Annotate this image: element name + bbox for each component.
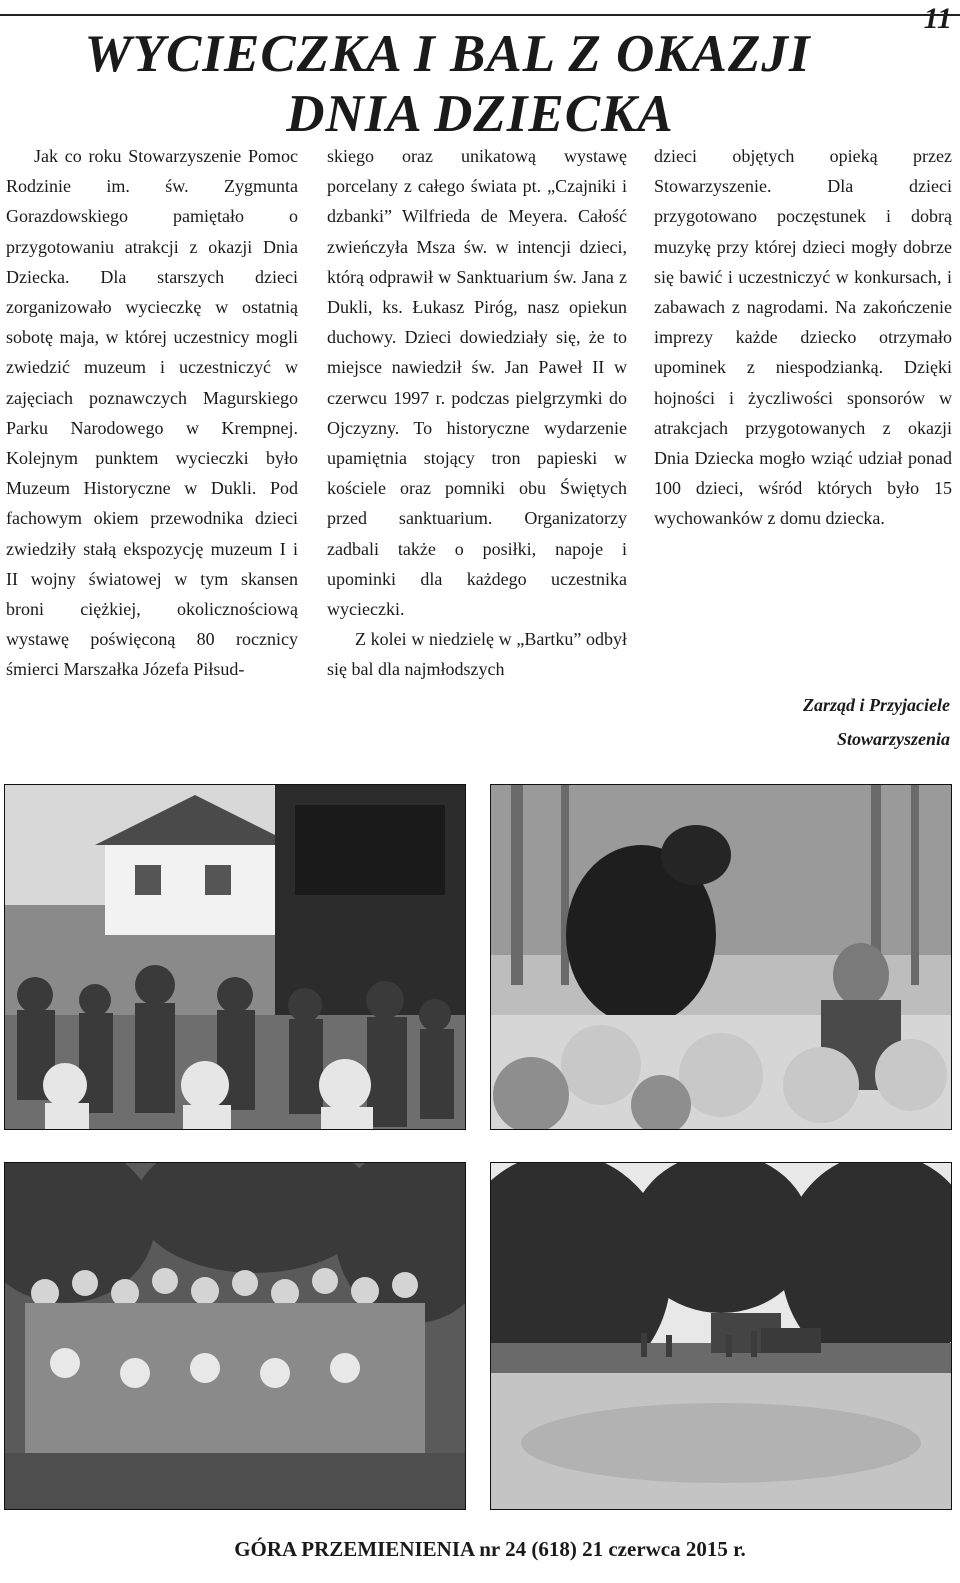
text-column-1	[6, 141, 298, 685]
paragraph: dzieci objętych opieką przez Stowarzyszenie. Dla dzieci przygotowano poczęstunek i dobrą muzykę przy której dzieci mogły dobrze się bawić i uczestniczyć w konkursach, i zabawach z nagrodami. Na zakończenie imprezy każde dziecko otrzymało upominek z niespodzianką. Dzięki hojności i życzliwości sponsorów w atrakcjach przygotowanych z okazji Dnia Dziecka mogło wziąć udział ponad 100 dzieci, wśród których było 15 wychowanków z domu dziecka.	[654, 146, 952, 529]
footer-publication: GÓRA PRZEMIENIENIA nr 24 (618) 21 czerwca 2015 r.	[234, 1537, 746, 1561]
photo-group-portrait	[4, 1162, 466, 1510]
text-column-2	[327, 141, 627, 685]
signature-line-2: Stowarzyszenia	[836, 729, 950, 749]
paragraph: Z kolei w niedzielę w „Bartku” odbył się bal dla najmłodszych	[327, 629, 627, 680]
photo-park-skansen	[490, 1162, 952, 1510]
page-number: 11	[923, 2, 952, 35]
photo-image	[5, 785, 465, 1129]
text-column-3	[654, 141, 952, 534]
photo-image	[491, 785, 951, 1129]
signature-line-1: Zarząd i Przyjaciele	[803, 695, 950, 715]
header-rule	[0, 14, 960, 16]
photo-image	[491, 1163, 951, 1509]
paragraph: skiego oraz unikatową wystawę porcelany z całego świata pt. „Czajniki i dzbanki” Wilfrieda de Meyera. Całość zwieńczyła Msza św. w intencji dzieci, którą odprawił w Sanktuarium św. Jana z Dukli, ks. Łukasz Piróg, nasz opiekun duchowy. Dzieci dowiedziały się, że to miejsce nawiedził św. Jan Paweł II w czerwcu 1997 r. podczas pielgrzymki do Ojczyzny. To historyczne wydarzenie upamiętnia stojący tron papieski w kościele oraz pomniki obu Świętych przed sanktuarium. Organizatorzy zadbali także o posiłki, napoje i upominki dla każdego uczestnika wycieczki.	[327, 146, 627, 620]
article-title-line-2: DNIA DZIECKA	[286, 85, 674, 143]
photo-group-at-bus	[4, 784, 466, 1130]
photo-museum-bear	[490, 784, 952, 1130]
paragraph: Jak co roku Stowarzyszenie Pomoc Rodzinie im. św. Zygmunta Gorazdowskiego pamiętało o przygotowaniu atrakcji z okazji Dnia Dziecka. Dla starszych dzieci zorganizowało wycieczkę w ostatnią sobotę maja, w której uczestnicy mogli zwiedzić muzeum i uczestniczyć w zajęciach poznawczych Magurskiego Parku Narodowego w Krempnej. Kolejnym punktem wycieczki było Muzeum Historyczne w Dukli. Pod fachowym okiem przewodnika dzieci zwiedziły stałą ekspozycję muzeum I i II wojny światowej w tym skansen broni ciężkiej, okolicznościową wystawę poświęconą 80 rocznicy śmierci Marszałka Józefa Piłsud-	[6, 146, 298, 680]
article-title-line-1: WYCIECZKA I BAL Z OKAZJI	[84, 25, 811, 83]
signature	[650, 688, 950, 756]
photo-image	[5, 1163, 465, 1509]
article-title	[0, 24, 960, 144]
